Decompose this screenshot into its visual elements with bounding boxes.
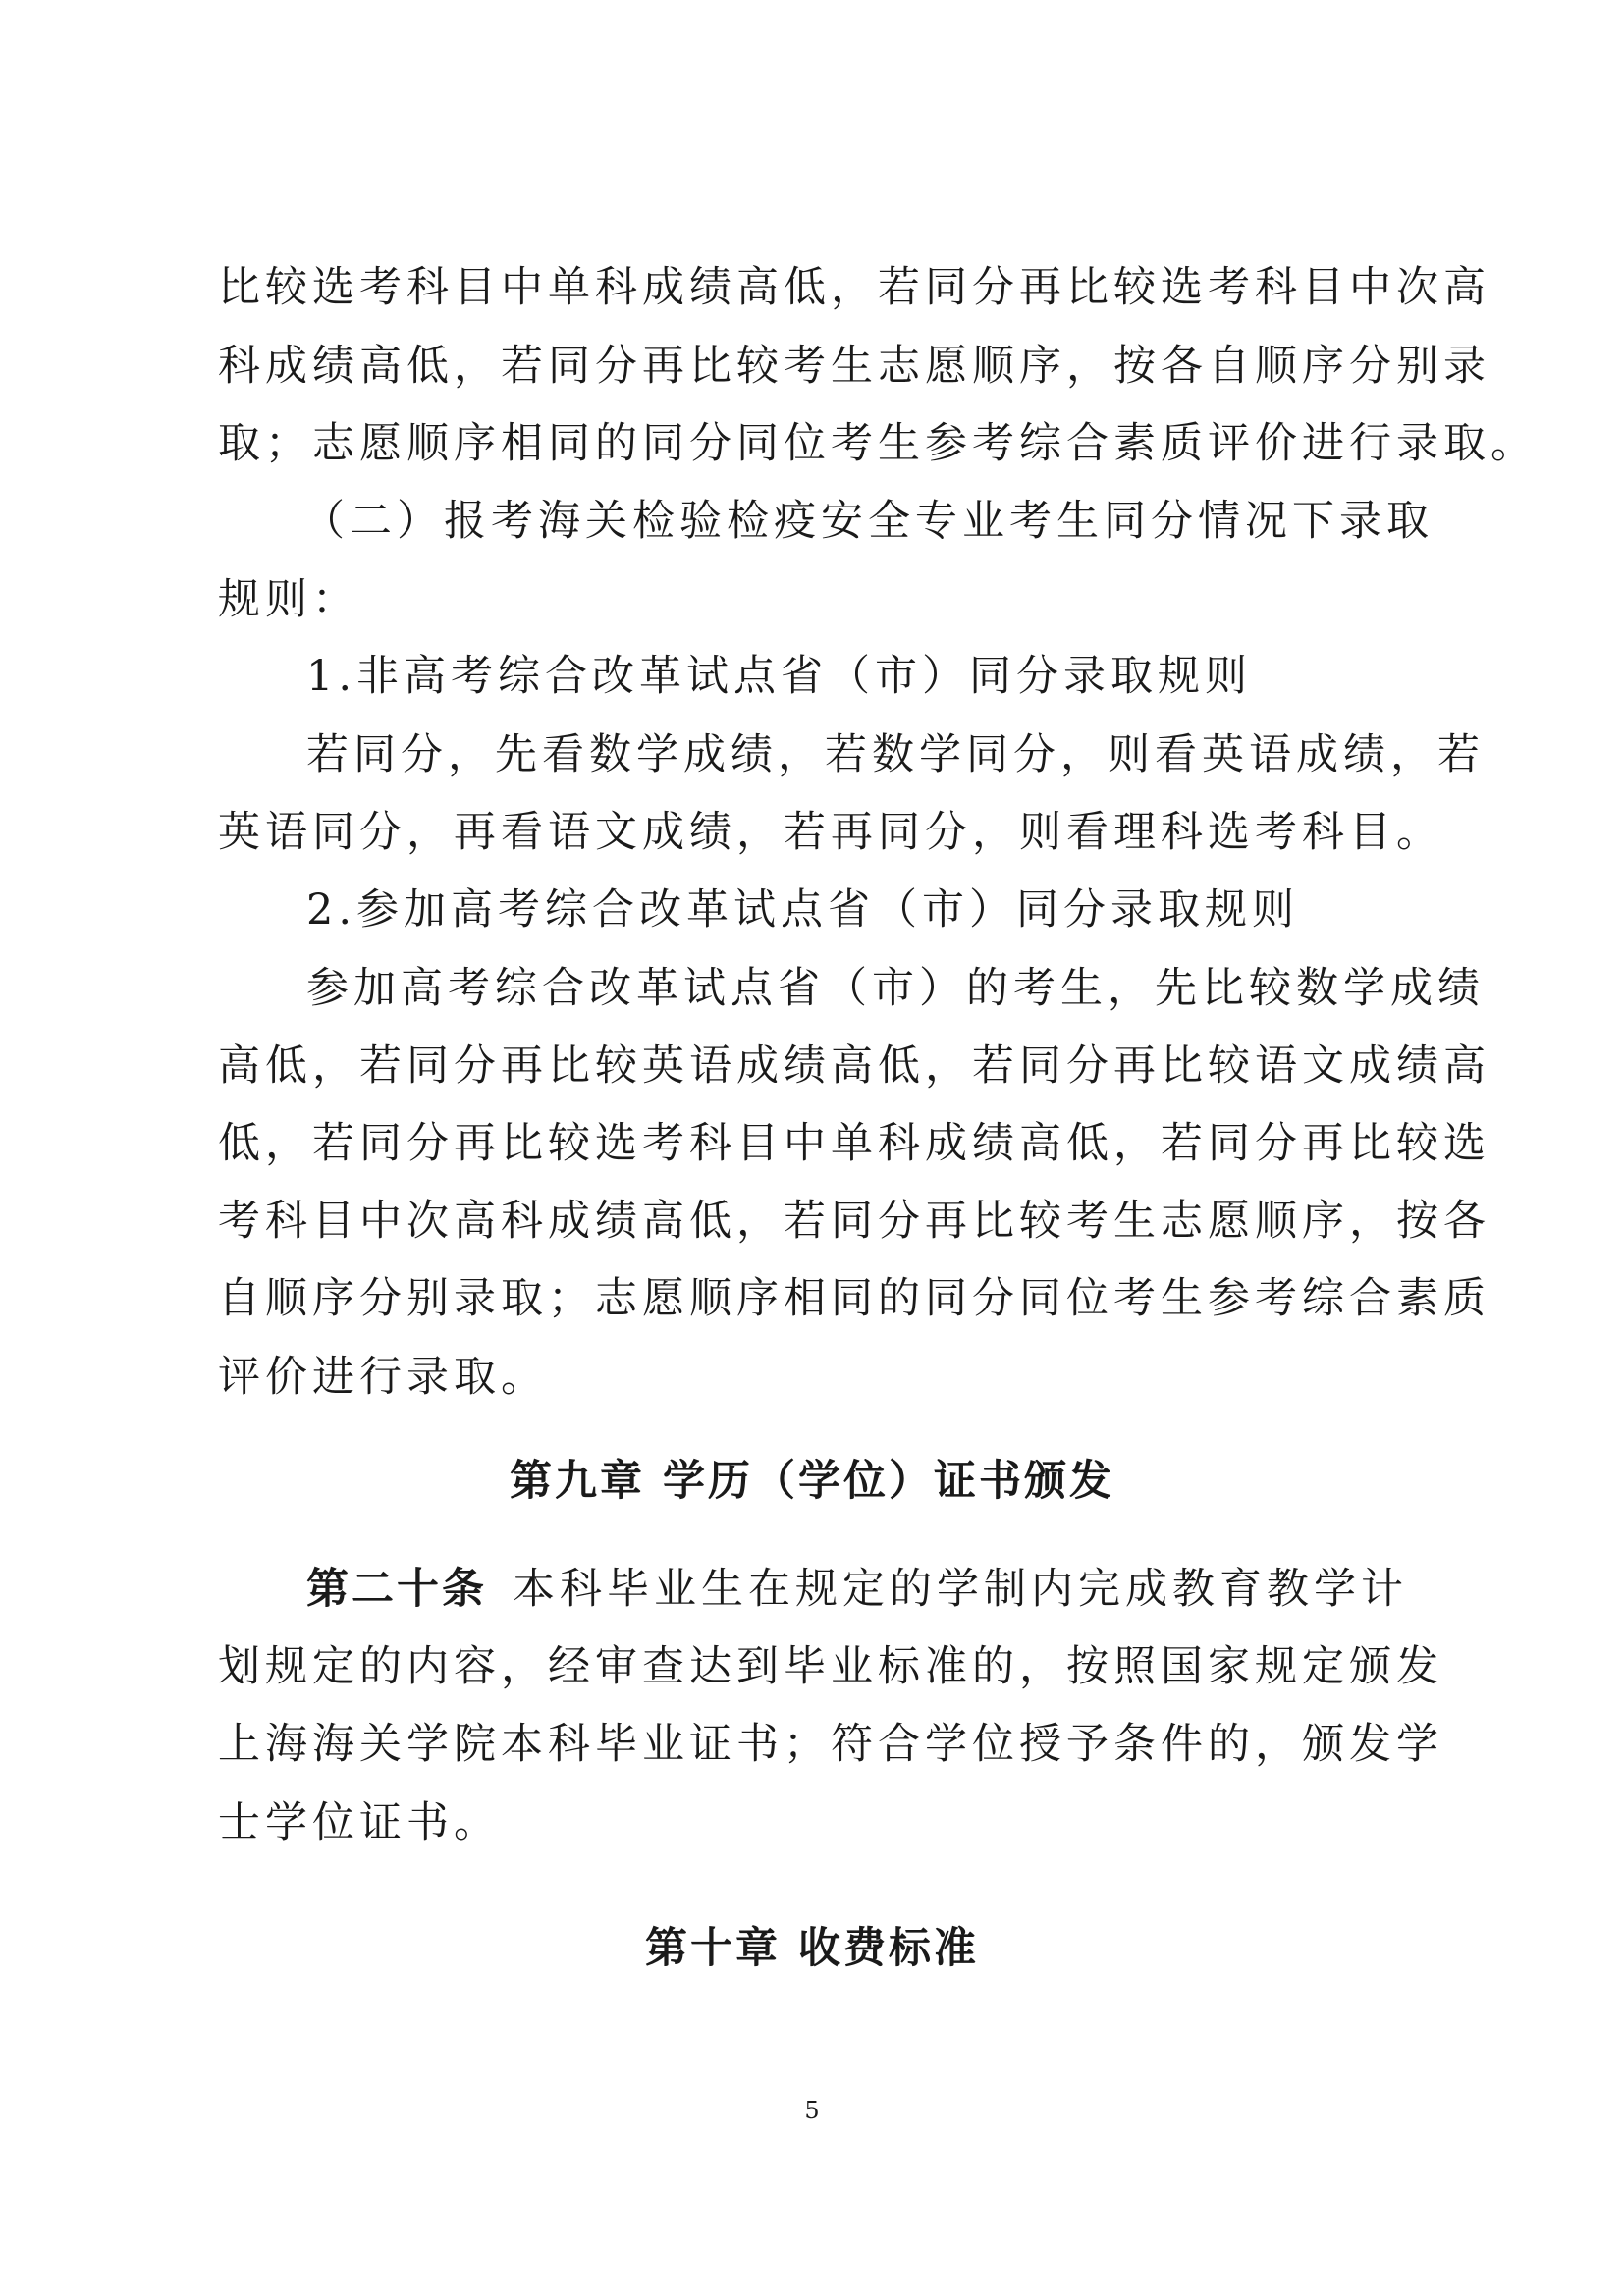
article-number: 第二十条 <box>306 1565 487 1614</box>
article-line: 士学位证书。 <box>218 1798 501 1847</box>
chapter-heading: 第九章 学历（学位）证书颁发 <box>510 1457 1114 1506</box>
body-line: （二）报考海关检验检疫安全专业考生同分情况下录取 <box>302 497 1434 546</box>
body-line: 1.非高考综合改革试点省（市）同分录取规则 <box>306 652 1253 701</box>
page-number: 5 <box>804 2097 820 2124</box>
body-line: 高低，若同分再比较英语成绩高低，若同分再比较语文成绩高 <box>218 1041 1490 1091</box>
chapter-heading: 第十章 收费标准 <box>645 1924 979 1973</box>
body-line: 若同分，先看数学成绩，若数学同分，则看英语成绩，若 <box>306 730 1485 779</box>
body-line: 比较选考科目中单科成绩高低，若同分再比较选考科目中次高 <box>218 263 1490 312</box>
article-first-line <box>306 1565 1408 1614</box>
body-line: 英语同分，再看语文成绩，若再同分，则看理科选考科目。 <box>218 808 1443 857</box>
body-line: 参加高考综合改革试点省（市）的考生，先比较数学成绩 <box>306 964 1485 1013</box>
body-line: 自顺序分别录取；志愿顺序相同的同分同位考生参考综合素质 <box>218 1274 1490 1323</box>
body-line: 2.参加高考综合改革试点省（市）同分录取规则 <box>306 885 1300 934</box>
body-line: 规则： <box>218 575 359 624</box>
article-text: 本科毕业生在规定的学制内完成教育教学计 <box>513 1565 1408 1614</box>
body-line: 科成绩高低，若同分再比较考生志愿顺序，按各自顺序分别录 <box>218 342 1490 391</box>
body-line: 评价进行录取。 <box>218 1353 548 1402</box>
body-line: 低，若同分再比较选考科目中单科成绩高低，若同分再比较选 <box>218 1119 1490 1168</box>
article-line: 划规定的内容，经审查达到毕业标准的，按照国家规定颁发 <box>218 1642 1443 1691</box>
body-line: 取；志愿顺序相同的同分同位考生参考综合素质评价进行录取。 <box>218 419 1538 468</box>
body-line: 考科目中次高科成绩高低，若同分再比较考生志愿顺序，按各 <box>218 1197 1490 1246</box>
article-line: 上海海关学院本科毕业证书；符合学位授予条件的，颁发学 <box>218 1720 1443 1769</box>
